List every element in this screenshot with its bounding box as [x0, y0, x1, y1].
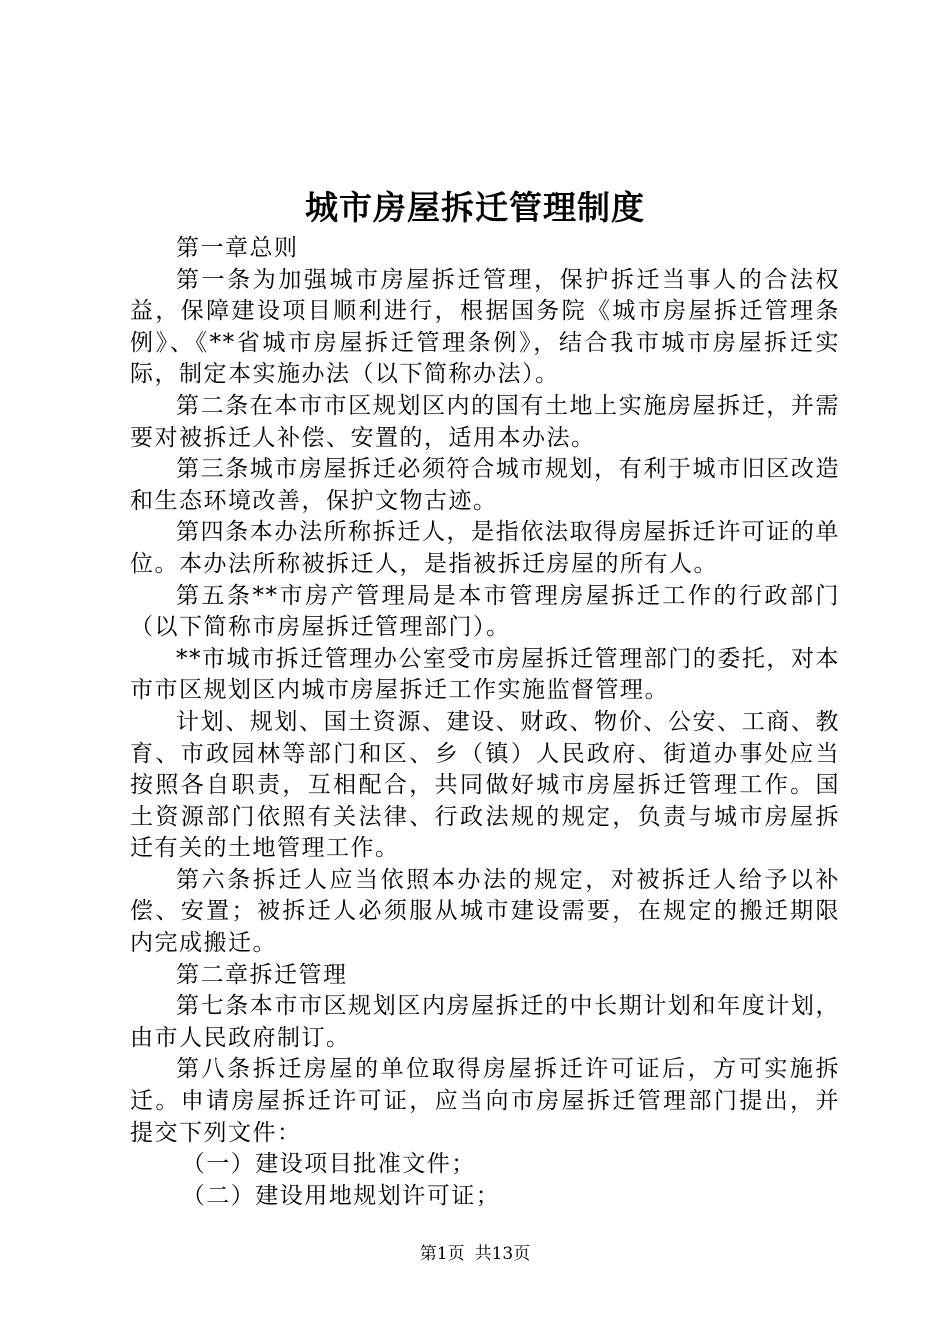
- article-paragraph: 第二条在本市市区规划区内的国有土地上实施房屋拆迁，并需要对被拆迁人补偿、安置的，适用本办法。: [130, 392, 840, 451]
- chapter-heading: 第一章总则: [176, 235, 299, 261]
- article-paragraph: 计划、规划、国土资源、建设、财政、物价、公安、工商、教育、市政园林等部门和区、乡（镇）人民政府、街道办事处应当按照各自职责，互相配合，共同做好城市房屋拆迁管理工作。国土资源部门依照有关法律、行政法规的规定，负责与城市房屋拆迁有关的土地管理工作。: [130, 708, 840, 862]
- list-item: （二）建设用地规划许可证；: [181, 1182, 501, 1209]
- page-total: 共13页: [474, 1244, 531, 1264]
- list-item: （一）建设项目批准文件；: [181, 1151, 476, 1178]
- document-title: 城市房屋拆迁管理制度: [305, 188, 645, 227]
- article-paragraph: 第七条本市市区规划区内房屋拆迁的中长期计划和年度计划，由市人民政府制订。: [130, 993, 840, 1051]
- document-body: [130, 233, 840, 1212]
- article-paragraph: 第八条拆迁房屋的单位取得房屋拆迁许可证后，方可实施拆迁。申请房屋拆迁许可证，应当向市房屋拆迁管理部门提出，并提交下列文件：: [130, 1056, 840, 1146]
- chapter-heading: 第二章拆迁管理: [176, 961, 348, 988]
- page-footer: [0, 1242, 950, 1266]
- article-paragraph: 第五条**市房产管理局是本市管理房屋拆迁工作的行政部门（以下简称市房屋拆迁管理部门）。: [130, 582, 840, 641]
- article-paragraph: 第三条城市房屋拆迁必须符合城市规划，有利于城市旧区改造和生态环境改善，保护文物古迹。: [130, 456, 840, 514]
- article-paragraph: 第一条为加强城市房屋拆迁管理，保护拆迁当事人的合法权益，保障建设项目顺利进行，根据国务院《城市房屋拆迁管理条例》、《**省城市房屋拆迁管理条例》，结合我市城市房屋拆迁实际，制定本实施办法（以下简称办法）。: [130, 266, 840, 388]
- article-paragraph: **市城市拆迁管理办公室受市房屋拆迁管理部门的委托，对本市市区规划区内城市房屋拆迁工作实施监督管理。: [130, 645, 840, 704]
- article-paragraph: 第六条拆迁人应当依照本办法的规定，对被拆迁人给予以补偿、安置；被拆迁人必须服从城市建设需要，在规定的搬迁期限内完成搬迁。: [130, 866, 840, 957]
- page-number: 第1页: [419, 1244, 465, 1264]
- article-paragraph: 第四条本办法所称拆迁人，是指依法取得房屋拆迁许可证的单位。本办法所称被拆迁人，是指被拆迁房屋的所有人。: [130, 519, 840, 577]
